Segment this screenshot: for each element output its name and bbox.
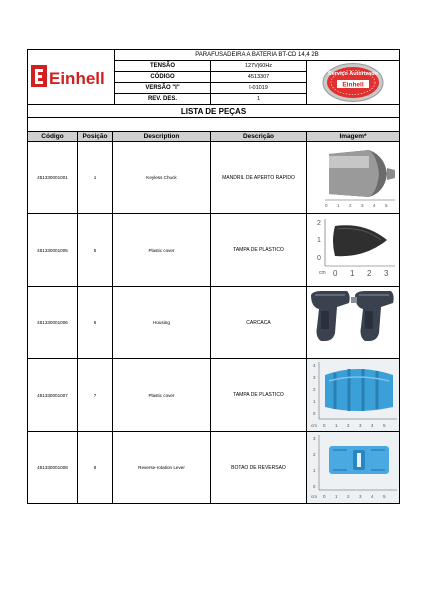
table-row-cell-image	[306, 286, 400, 359]
svg-text:Einhell: Einhell	[49, 69, 105, 88]
ruler-label: 2	[317, 220, 321, 227]
table-row-cell-descricao: BOTAO DE REVERSAO	[210, 431, 307, 504]
col-header-descricao: Descrição	[210, 131, 307, 142]
col-header-imagem: Imagem*	[306, 131, 400, 142]
ruler-label: 1	[350, 269, 355, 278]
ruler-label: 3	[313, 436, 316, 441]
ruler-label: 1	[335, 423, 338, 428]
ruler-label: 0	[323, 423, 326, 428]
ruler-label: 1	[317, 237, 321, 244]
logo-cell	[27, 49, 115, 105]
table-row-cell-description: Housing	[112, 286, 211, 359]
ruler-label: 5	[385, 203, 388, 208]
ruler-label: 1	[337, 203, 340, 208]
ruler-label: 2	[349, 203, 352, 208]
seal-cell	[306, 60, 400, 105]
authorized-service-seal	[307, 61, 399, 104]
field-label-rev: REV. DES.	[114, 93, 211, 105]
table-row-cell-codigo: 451330001007	[27, 358, 78, 432]
ruler-label: 2	[367, 269, 372, 278]
ruler-label: 0	[313, 484, 316, 489]
ruler-label: 3	[313, 375, 316, 380]
ruler-label: 5	[383, 494, 386, 499]
table-row-cell-description: Plastic cover	[112, 358, 211, 432]
ruler-label: 3	[359, 494, 362, 499]
ruler-label: 5	[383, 423, 386, 428]
table-row-cell-posicao: 8	[77, 431, 113, 504]
ruler-unit: cm	[319, 270, 326, 276]
ruler-label: 4	[373, 203, 376, 208]
svg-text:Serviço Autorizado: Serviço Autorizado	[328, 71, 378, 77]
field-label-versao: VERSÃO "I"	[114, 82, 211, 94]
ruler-label: 1	[313, 399, 316, 404]
ruler-label: 0	[323, 494, 326, 499]
field-value-codigo: 4513307	[210, 71, 307, 83]
ruler-label: 1	[335, 494, 338, 499]
table-row-cell-codigo: 451330001005	[27, 213, 78, 287]
ruler-label: 3	[359, 423, 362, 428]
list-title: LISTA DE PEÇAS	[27, 104, 400, 118]
table-row-cell-image	[306, 431, 400, 504]
field-value-versao: I-01019	[210, 82, 307, 94]
plastic-cover-tip-image	[307, 214, 399, 286]
ruler-label: 4	[313, 363, 316, 368]
ruler-unit: cm	[311, 494, 317, 499]
table-row-cell-posicao: 5	[77, 213, 113, 287]
table-row-cell-description: Reverse-rotation Lever	[112, 431, 211, 504]
ruler-label: 0	[333, 269, 338, 278]
reverse-lever-image	[307, 432, 399, 503]
table-row-cell-posicao: 7	[77, 358, 113, 432]
ruler-label: 0	[313, 411, 316, 416]
ruler-label: 3	[361, 203, 364, 208]
ruler-label: 3	[384, 269, 389, 278]
table-row-cell-posicao: 6	[77, 286, 113, 359]
ruler-label: 2	[313, 452, 316, 457]
ruler-label: 2	[313, 387, 316, 392]
col-header-codigo: Código	[27, 131, 78, 142]
table-row-cell-image	[306, 358, 400, 432]
table-row-cell-codigo: 451330001008	[27, 431, 78, 504]
table-row-cell-posicao: 1	[77, 141, 113, 214]
product-title: PARAFUSADEIRA A BATERIA BT-CD 14,4 2B	[114, 49, 400, 61]
svg-text:Einhell: Einhell	[342, 81, 364, 89]
table-row-cell-description: Plastic cover	[112, 213, 211, 287]
ruler-label: 2	[347, 494, 350, 499]
table-row-cell-image	[306, 213, 400, 287]
table-row-cell-descricao: MANDRIL DE APERTO RAPIDO	[210, 141, 307, 214]
field-label-codigo: CÓDIGO	[114, 71, 211, 83]
ruler-label: 4	[371, 423, 374, 428]
table-row-cell-descricao: TAMPA DE PLASTICO	[210, 213, 307, 287]
table-row-cell-descricao: TAMPA DE PLASTICO	[210, 358, 307, 432]
ruler-label: 4	[371, 494, 374, 499]
einhell-logo	[28, 50, 114, 104]
table-row-cell-descricao: CARCACA	[210, 286, 307, 359]
housing-image	[307, 287, 399, 358]
field-value-tensao: 127V|60Hz	[210, 60, 307, 72]
spacer-band	[27, 117, 400, 132]
table-row-cell-image	[306, 141, 400, 214]
table-row-cell-description: Keyless Chuck	[112, 141, 211, 214]
col-header-posicao: Posição	[77, 131, 113, 142]
ruler-label: 1	[313, 468, 316, 473]
ruler-label: 0	[325, 203, 328, 208]
field-label-tensao: TENSÃO	[114, 60, 211, 72]
table-row-cell-codigo: 451330001001	[27, 141, 78, 214]
keyless-chuck-image	[307, 142, 399, 213]
field-value-rev: 1	[210, 93, 307, 105]
col-header-description: Description	[112, 131, 211, 142]
ruler-label: 0	[317, 255, 321, 262]
ruler-unit: cm	[311, 423, 317, 428]
ruler-label: 2	[347, 423, 350, 428]
plastic-cover-blue-image	[307, 359, 399, 431]
table-row-cell-codigo: 451330001006	[27, 286, 78, 359]
